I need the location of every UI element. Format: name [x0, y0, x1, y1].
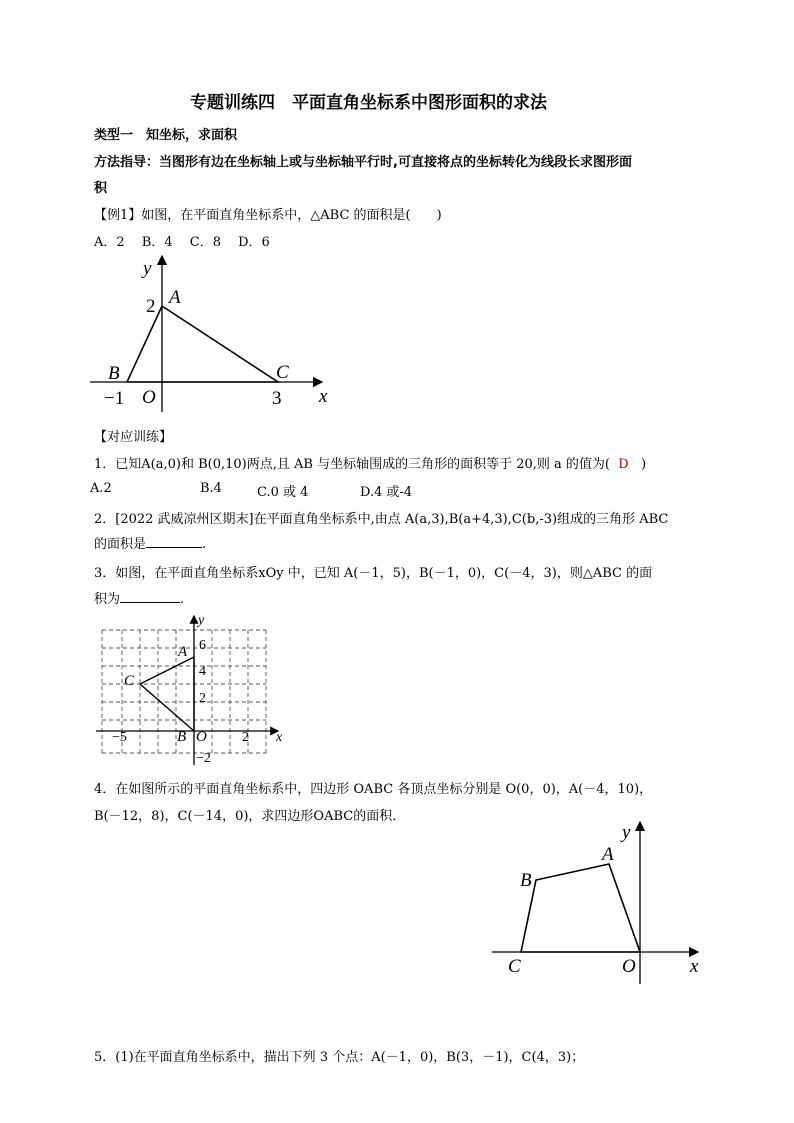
x-axis-label: x	[319, 386, 328, 407]
tick-label-neg5: −5	[112, 730, 127, 745]
section-heading: 类型一 知坐标，求面积	[94, 128, 238, 143]
example1-stem: 【例1】如图，在平面直角坐标系中，△ABC 的面积是( )	[94, 208, 442, 223]
tick-label-2: 2	[199, 691, 206, 706]
tick-label-3: 3	[272, 388, 282, 409]
triangle-abc	[127, 306, 278, 382]
tick-label-neg2: −2	[196, 751, 211, 766]
question1-answer: D	[618, 457, 629, 472]
origin-label: O	[196, 729, 207, 745]
question2-line1: 2．[2022 武威凉州区期末]在平面直角坐标系中,由点 A(a,3),B(a+4,3),C(b,-3)组成的三角形 ABC	[94, 512, 669, 527]
question1-close: )	[641, 457, 647, 472]
tick-label-6: 6	[199, 638, 206, 653]
quadrilateral-oabc	[521, 864, 640, 952]
question1-option-d: D.4 或-4	[360, 485, 413, 500]
origin-label: O	[622, 956, 636, 977]
question1-stem	[94, 453, 646, 472]
question3-text: 积为	[94, 592, 121, 607]
answer-blank	[146, 535, 202, 548]
tick-label-x2: 2	[242, 730, 249, 745]
question5-line1: 5．(1)在平面直角坐标系中，描出下列 3 个点：A(－1，0)，B(3，－1)，C(4，3)；	[94, 1050, 585, 1065]
method-guide-line1: 方法指导：当图形有边在坐标轴上或与坐标轴平行时,可直接将点的坐标转化为线段长求图形面	[94, 155, 632, 170]
page-title: 专题训练四 平面直角坐标系中图形面积的求法	[190, 93, 547, 113]
point-c-label: C	[124, 673, 135, 689]
question2-line2: 的面积是 .	[94, 537, 207, 552]
origin-label: O	[142, 387, 156, 408]
question2-text: 的面积是	[94, 537, 147, 552]
point-a-label: A	[169, 287, 181, 308]
question1-text: A(a,0)和 B(0,10)两点,且 AB 与坐标轴围成的三角形的面积等于 20,则 a 的值为(	[141, 457, 610, 472]
question3-line2: 积为 .	[94, 592, 185, 607]
question1-number: 1．已知	[94, 457, 142, 472]
question4-line2: B(－12，8)，C(－14，0)，求四边形OABC的面积．	[94, 809, 406, 824]
question1-option-c: C.0 或 4	[257, 485, 309, 500]
example1-options: A．2 B．4 C．8 D．6	[94, 235, 270, 250]
question3-figure	[92, 610, 292, 770]
answer-blank	[120, 590, 180, 603]
practice-heading: 【对应训练】	[94, 430, 173, 445]
method-guide-line2: 积	[94, 181, 108, 196]
point-b-label: B	[108, 363, 120, 384]
point-b-label: B	[177, 729, 187, 745]
point-c-label: C	[508, 956, 521, 977]
point-c-label: C	[276, 362, 289, 383]
point-a-label: A	[602, 844, 614, 865]
tick-label-2: 2	[146, 296, 156, 317]
question4-figure	[488, 818, 710, 986]
question4-line1: 4．在如图所示的平面直角坐标系中，四边形 OABC 各顶点坐标分别是 O(0，0)，A(－4，10)，	[94, 782, 653, 797]
x-axis-label: x	[690, 956, 699, 977]
point-a-label: A	[178, 644, 188, 660]
example1-figure	[90, 252, 340, 422]
point-b-label: B	[520, 870, 532, 891]
x-axis-label: x	[276, 730, 283, 745]
question3-line1: 3．如图，在平面直角坐标系xOy 中，已知 A(－1，5)，B(－1，0)，C(－4，3)，则△ABC 的面	[94, 566, 653, 581]
tick-label-4: 4	[199, 664, 206, 679]
y-axis-label: y	[143, 258, 152, 279]
y-axis-label: y	[198, 613, 205, 628]
question1-option-b: B.4	[200, 481, 222, 496]
tick-label-neg1: −1	[104, 388, 125, 409]
question1-option-a: A.2	[90, 481, 112, 496]
y-axis-label: y	[622, 822, 631, 843]
